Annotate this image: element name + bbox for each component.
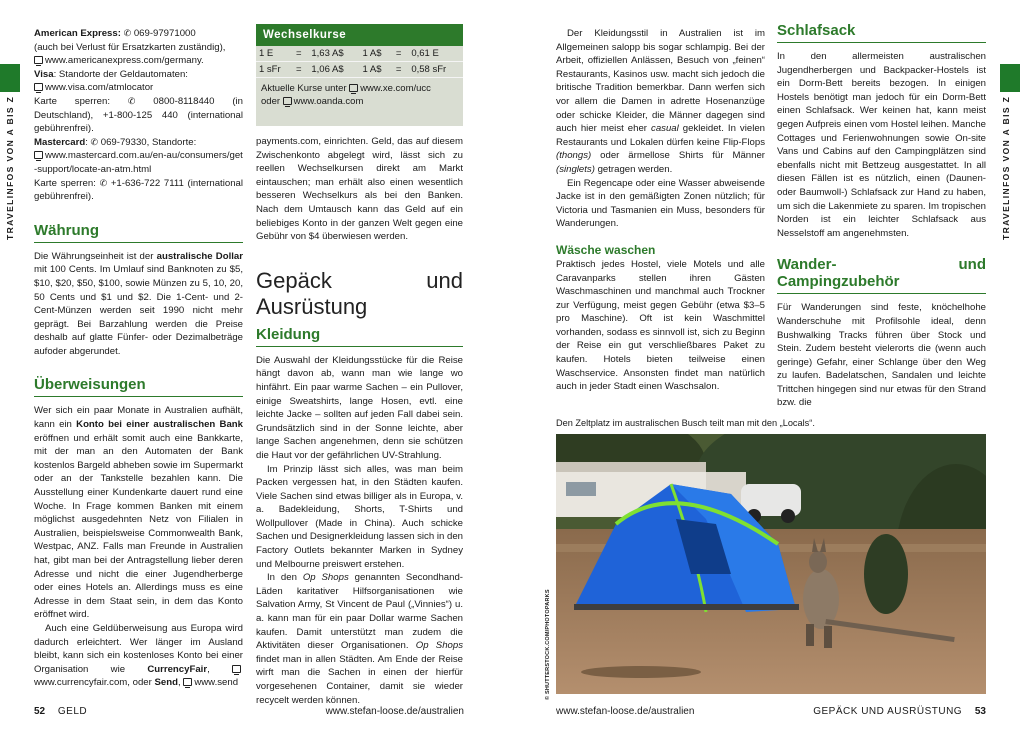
web-icon xyxy=(232,665,241,673)
right-column-2 xyxy=(777,22,986,410)
web-icon xyxy=(183,678,192,686)
amex-entry: American Express: ✆ 069-97971000 (auch bei Verlust für Ersatzkarten zuständig), www.americanexpress.com/germany. xyxy=(34,28,226,67)
web-icon xyxy=(283,97,292,105)
kleidung-text-1: Die Auswahl der Kleidungsstücke für die Reise hängt davon ab, wann man wie lange wo hinfährt. Ein paar warme Sachen – ein Pullover, einige Sweatshirts, lange Hosen, evtl. eine leichte Jacke – sollten auf jeden Fall dabei sein. Grundsätzlich sind in der Sonne leichte, aber lange Sachen angenehmen, denn sie schützen die Haut vor der gefährlichen UV-Strahlung. xyxy=(256,354,463,461)
ueberweisungen-text: Wer sich ein paar Monate in Australien aufhält, kann ein Konto bei einer australischen Bank eröffnen und erhält somit auch eine Bankkarte, mit der man an den Automaten der Bank kostenlos Bargeld abheben sowie im Supermarkt oder an der Tankstelle bezahlen kann. Die Ausstellung einer Kundenkarte dauert rund eine Woche. In Frage kommen Banken mit einem möglichst ausgedehnten Netz von Filialen in Australien, beispielsweise Commonwealth Bank, Westpac, ANZ. Falls man Freunde in Australien hat, gibt man bei der Antragstellung lieber deren Adresse und nicht die einer Jugendherberge oder eines Hotels an. Allerdings muss es eine Adresse in dem Staat sein, in dem das Konto eröffnet wird. xyxy=(34,405,243,621)
chapter-heading: Gepäck und Ausrüstung xyxy=(256,267,463,319)
left-column-1 xyxy=(34,27,243,690)
heading-waesche: Wäsche waschen xyxy=(556,242,656,257)
xe-link[interactable]: www.xe.com/ucc xyxy=(360,83,431,94)
visa-entry: Visa: Standorte der Geldautomaten: www.visa.com/atmlocator Karte sperren: ✆ 0800-8118440 (in Deutschland), +1-800-125 440 (international gebührenfrei). xyxy=(34,68,244,135)
campsite-photo xyxy=(556,434,986,694)
kleidung-text-2: Im Prinzip lässt sich alles, was man beim Packen vergessen hat, in den Städten kaufen. Viele Sachen sind etwas billiger als in Europa, v. a. Badekleidung, Shorts, T-Shirts und Wollpullover (Made in China). Auch schicke Sachen und Designerkleidung lassen sich in den Factory Outlets bekannter Marken in Sydney und Melbourne preiswert erstehen. xyxy=(256,463,463,570)
currencyfair-link[interactable]: www.currencyfair.com xyxy=(34,677,128,689)
mastercard-link[interactable]: www.mastercard.com.au/en-au/consumers/get-support/locate-an-atm.html xyxy=(34,150,243,175)
side-tab-right xyxy=(1000,64,1020,92)
side-tab-left xyxy=(0,64,20,92)
table-row: 1 sFr = 1,06 A$ 1 A$ = 0,58 sFr xyxy=(256,62,463,78)
footer-section-right: GEPÄCK UND AUSRÜSTUNG xyxy=(813,706,963,717)
web-icon xyxy=(349,84,358,92)
footer-url-right[interactable]: www.stefan-loose.de/australien xyxy=(556,706,695,717)
payments-text: payments.com, einrichten. Geld, das auf diesem Zwischenkonto abgelegt wird, lässt sich zu reellen Wechselkursen direkt am Markt eintauschen; man erhält also einen wesentlich besseren Wechselkurs als bei den Banken. Nach dem Umtausch kann das Geld auf ein beliebiges Konto in der ganzen Welt gegen eine Gebühr von $4 überwiesen werden. xyxy=(256,136,463,243)
side-label-left: TRAVELINFOS VON A BIS Z xyxy=(5,95,15,240)
waesche-text: Praktisch jedes Hostel, viele Motels und alle Caravanparks stellen ihren Gästen Waschmaschinen und manchmal auch Trockner zur Verfügung, meist gegen Gebühr (etwa $3–5 pro Maschine). Oft ist kein Waschmittel vorhanden, sodass es sinnvoll ist, sich zu Beginn der Reise ein gut verschließbares Paket zu kaufen. Hotels bieten teilweise einen Waschservice. Ansonsten findet man natürlich auch in jeder Stadt einen Waschsalon. xyxy=(556,258,765,393)
heading-kleidung: Kleidung xyxy=(256,326,463,347)
kleidung-text-3: In den Op Shops genannten Secondhand-Läden karitativer Hilfsorganisationen wie Salvation Army, St Vincent de Paul („Vinnies“) u. a. kann man für ein paar Dollar warme Sachen kaufen. Damit unterstützt man zudem die Aktivitäten dieser Organisationen. Op Shops findet man in allen Städten. Am Ende der Reise wirft man die Sachen in einen der hierfür vorgesehenen Container, damit sie wieder recycelt werden können. xyxy=(256,572,463,706)
side-label-right: TRAVELINFOS VON A BIS Z xyxy=(1001,95,1011,240)
amex-link[interactable]: www.americanexpress.com/germany. xyxy=(45,55,204,67)
wander-text: Für Wanderungen sind feste, knöchelhohe Wanderschuhe mit Profilsohle ideal, denn Bushwalking Tracks führen über Stock und Stein. Zudem besteht vielerorts die (wenn auch geringe) Gefahr, einer Schlange über den Weg zu laufen. Badelatschen, Sandalen und leichte Trittchen hingegen sind nur etwas für den Strand bzw. die xyxy=(777,302,986,409)
heading-ueberweisungen: Überweisungen xyxy=(34,376,243,397)
left-column-2 xyxy=(256,135,463,707)
footer-section-left: GELD xyxy=(57,706,88,717)
left-footer xyxy=(34,706,464,717)
send-link[interactable]: www.send xyxy=(194,677,239,689)
table-row: 1 E = 1,63 A$ 1 A$ = 0,61 E xyxy=(256,46,463,62)
heading-schlafsack: Schlafsack xyxy=(777,22,986,43)
visa-link[interactable]: www.visa.com/atmlocator xyxy=(45,82,154,94)
waehrung-text: Die Währungseinheit ist der australische Dollar mit 100 Cents. Im Umlauf sind Banknoten zu $5, $10, $20, $50, $100, sowie Münzen zu 5, 10, 20, 50 Cents und $1 und $2. Die 1-Cent- und 2-Cent-Münzen werden seit 1990 nicht mehr geprägt. Bei Barzahlung werden die Preise deshalb auf glatte Fünfer- oder Dezimalbeträge aufoder abgerundet. xyxy=(34,250,243,357)
exchange-rate-note: Aktuelle Kurse unter www.xe.com/ucc oder www.oanda.com xyxy=(261,83,431,107)
exchange-rate-box xyxy=(256,24,463,126)
page-number-right: 53 xyxy=(974,706,986,717)
right-column-1 xyxy=(556,27,765,394)
heading-waehrung: Währung xyxy=(34,222,243,243)
footer-url-left[interactable]: www.stefan-loose.de/australien xyxy=(325,706,464,717)
schlafsack-text: In den allermeisten australischen Jugendherbergen und Backpacker-Hostels ist ein Dorm-Bett bereits bezogen. In einigen Hostels benötigt man jedoch für ein Dorm-Bett einen Schlafsack. Wer keinen hat, kann meist gegen Aufpreis einen vom Hostel leihen. Manche Cottages und Ferienwohnungen sowie On-site Vans und Cabins auf den Campingplätzen sind ebenfalls nicht mit Bettzeug ausgestattet. In all diesen Fällen ist es nützlich, einen (Daunen- oder Baumwoll-) Schlafsack zur Hand zu haben, um sich die Lakenmiete zu sparen. Im tropischen Norden ist ein leichter Schlafsack aus Nesselstoff am angenehmsten. xyxy=(777,51,986,239)
photo-credit: © SHUTTERSTOCK.COM/PHOTOPARKS xyxy=(545,589,551,700)
mastercard-entry: Mastercard: ✆ 069-79330, Standorte: www.mastercard.com.au/en-au/consumers/get-support/locate-an-atm.html Karte sperren: ✆ +1-636-722 7111 (international gebührenfrei). xyxy=(34,136,243,203)
photo-caption: Den Zeltplatz im australischen Busch teilt man mit den „Locals“. xyxy=(556,418,815,428)
ueberweisungen-text-2: Auch eine Geldüberweisung aus Europa wird dadurch erleichtert. Wer länger im Ausland bleibt, kann sich ein kostenloses Konto bei einer Organisation wie CurrencyFair, www.currencyfair.com, oder Send, www.send xyxy=(34,622,243,689)
web-icon xyxy=(34,151,43,159)
web-icon xyxy=(34,83,43,91)
heading-wander: Wander- und Campingzubehör xyxy=(777,256,986,294)
right-footer xyxy=(556,706,986,717)
oanda-link[interactable]: www.oanda.com xyxy=(293,96,364,107)
page-number-left: 52 xyxy=(34,706,46,717)
exchange-rate-title: Wechselkurse xyxy=(256,24,463,46)
web-icon xyxy=(34,56,43,64)
exchange-rate-table xyxy=(256,46,463,78)
kleidungsstil-text: Der Kleidungsstil in Australien ist im Allgemeinen salopp bis sogar schlampig. Bei der Arbeit, offiziellen Anlässen, Besuch von „feinen“ Restaurants, Kasinos usw. macht sich jedoch die britische Tradition bemerkbar. Dann werfen sich vor allem die Damen in adrette Hosenanzüge oder schicke Kleider, die Männer dagegen sind auch hier meist eher casual gekleidet. In vielen Restaurants und Lokalen dürfen keine Flip-Flops (thongs) oder ärmellose Shirts für Männer (singlets) getragen werden. xyxy=(556,28,765,175)
regencape-text: Ein Regencape oder eine Wasser abweisende Jacke ist in den gemäßigten Zonen nützlich; für Victoria und Tasmanien ein Muss, besonders für Wanderungen. xyxy=(556,177,765,230)
